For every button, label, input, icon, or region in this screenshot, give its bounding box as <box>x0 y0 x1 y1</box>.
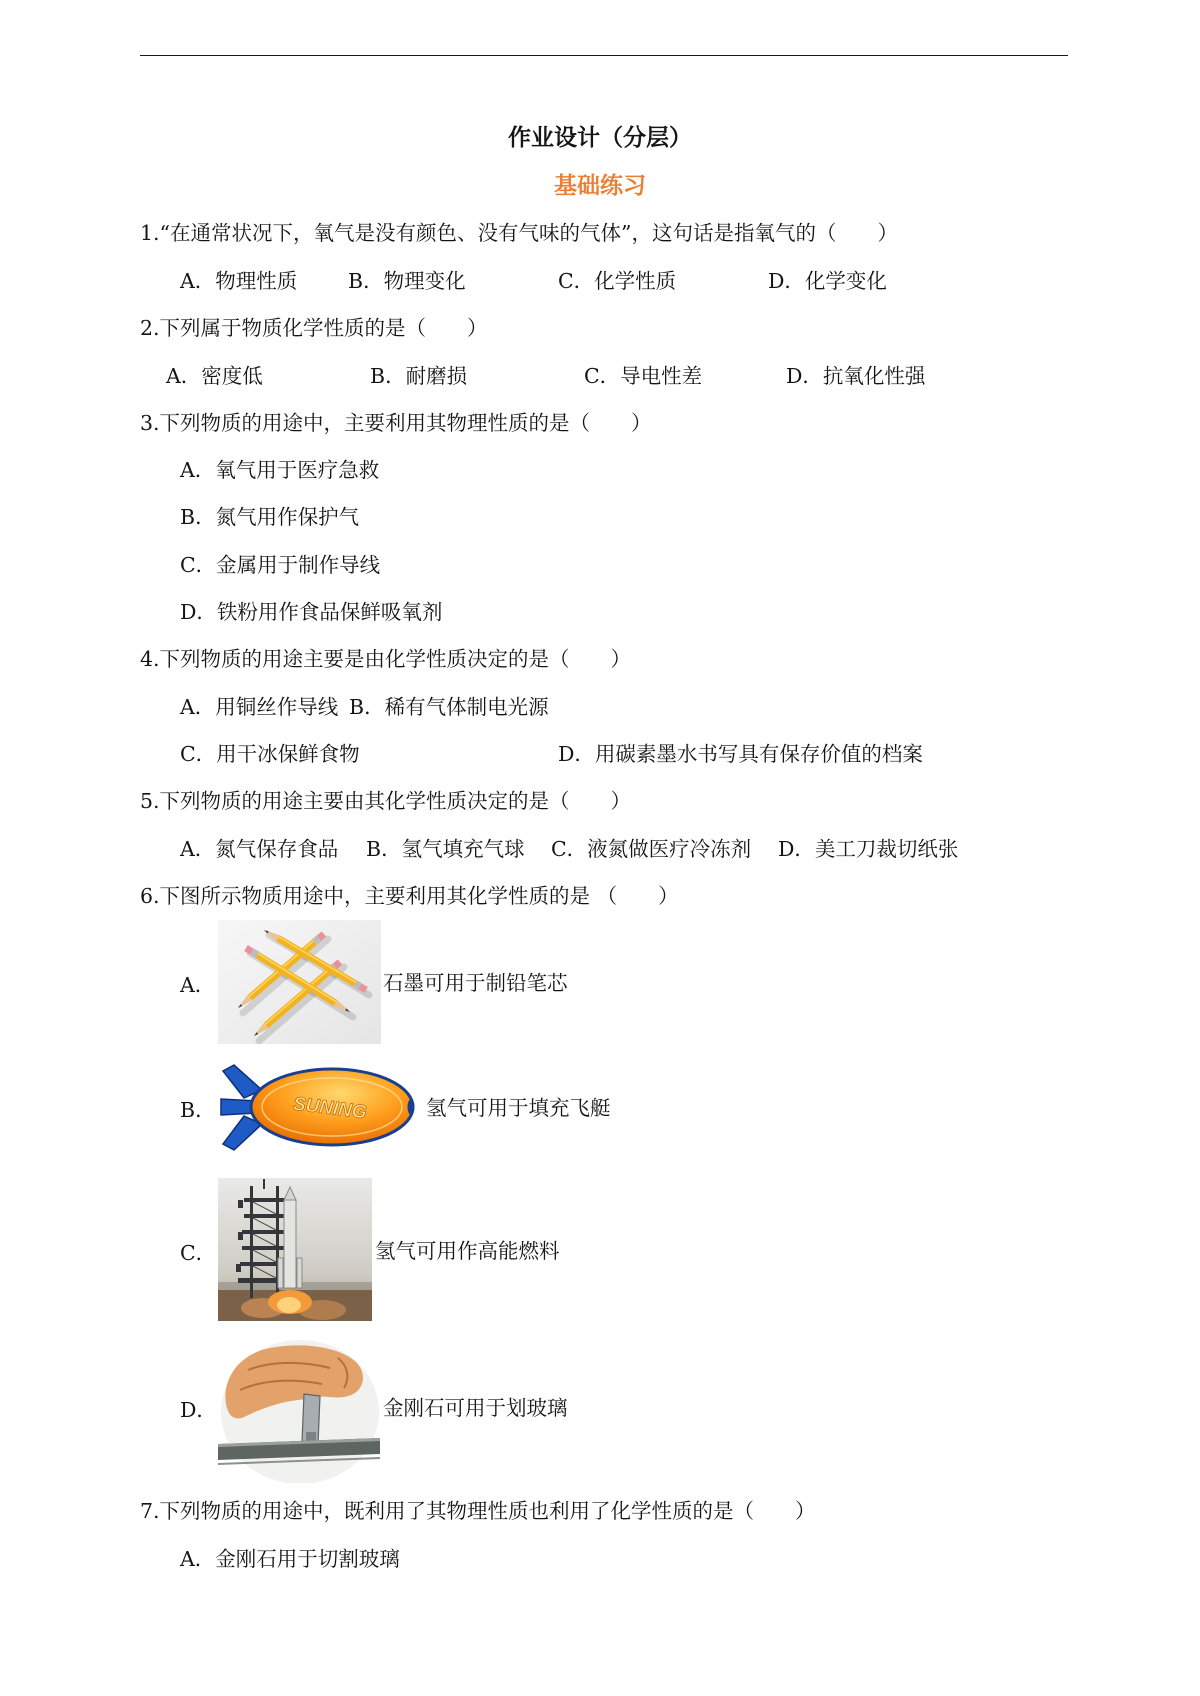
question-6-option-a-caption: 石墨可用于制铅笔芯 <box>383 971 568 995</box>
question-2-option-d: D．抗氧化性强 <box>786 364 926 388</box>
question-4-option-d: D．用碳素墨水书写具有保存价值的档案 <box>558 742 923 766</box>
question-5-stem: 5.下列物质的用途主要由其化学性质决定的是（ ） <box>140 789 632 813</box>
question-7-stem: 7.下列物质的用途中，既利用了其物理性质也利用了化学性质的是（ ） <box>140 1499 816 1523</box>
question-1-option-b: B．物理变化 <box>348 269 466 293</box>
question-5-option-a: A．氮气保存食品 <box>180 837 339 861</box>
question-3-option-a: A．氧气用于医疗急救 <box>180 458 380 482</box>
question-2-option-c: C．导电性差 <box>584 364 703 388</box>
question-6-option-a-label: A． <box>180 973 216 997</box>
question-4-option-c: C．用干冰保鲜食物 <box>180 742 360 766</box>
section-heading: 基础练习 <box>554 172 646 199</box>
question-6-option-b-caption: 氢气可用于填充飞艇 <box>426 1096 611 1120</box>
question-4-option-b: B．稀有气体制电光源 <box>349 695 549 719</box>
question-1-option-c: C．化学性质 <box>558 269 677 293</box>
crossed-pencils-image <box>218 920 381 1044</box>
question-6-option-b-label: B． <box>180 1098 216 1122</box>
question-6-stem: 6.下图所示物质用途中，主要利用其化学性质的是 （ ） <box>140 884 679 908</box>
question-5-option-d: D．美工刀裁切纸张 <box>778 837 959 861</box>
header-rule <box>140 55 1068 56</box>
document-title: 作业设计（分层） <box>508 124 692 151</box>
question-3-option-d: D．铁粉用作食品保鲜吸氧剂 <box>180 600 443 624</box>
question-6-option-c-label: C． <box>180 1241 217 1265</box>
question-3-option-c: C．金属用于制作导线 <box>180 553 381 577</box>
question-3-option-b: B．氮气用作保护气 <box>180 505 360 529</box>
question-2-option-a: A．密度低 <box>166 364 263 388</box>
question-5-option-c: C．液氮做医疗冷冻剂 <box>551 837 752 861</box>
question-2-option-b: B．耐磨损 <box>370 364 468 388</box>
glass-cutter-image <box>218 1340 380 1483</box>
question-6-option-c-caption: 氢气可用作高能燃料 <box>375 1239 560 1263</box>
question-4-stem: 4.下列物质的用途主要是由化学性质决定的是（ ） <box>140 647 632 671</box>
question-3-stem: 3.下列物质的用途中，主要利用其物理性质的是（ ） <box>140 411 652 435</box>
question-1-option-a: A．物理性质 <box>180 269 298 293</box>
question-2-stem: 2.下列属于物质化学性质的是（ ） <box>140 316 488 340</box>
question-6-option-d-caption: 金刚石可用于划玻璃 <box>383 1396 568 1420</box>
question-4-option-a: A．用铜丝作导线 <box>180 695 339 719</box>
blimp-lettering: SUNING <box>291 1093 368 1124</box>
question-1-stem: 1.“在通常状况下，氧气是没有颜色、没有气味的气体”，这句话是指氧气的（ ） <box>140 221 899 245</box>
question-1-option-d: D．化学变化 <box>768 269 887 293</box>
rocket-launch-image <box>218 1178 372 1321</box>
question-7-option-a: A．金刚石用于切割玻璃 <box>180 1547 400 1571</box>
question-6-option-d-label: D． <box>180 1398 217 1422</box>
question-5-option-b: B．氢气填充气球 <box>366 837 525 861</box>
blimp-image <box>218 1060 416 1155</box>
